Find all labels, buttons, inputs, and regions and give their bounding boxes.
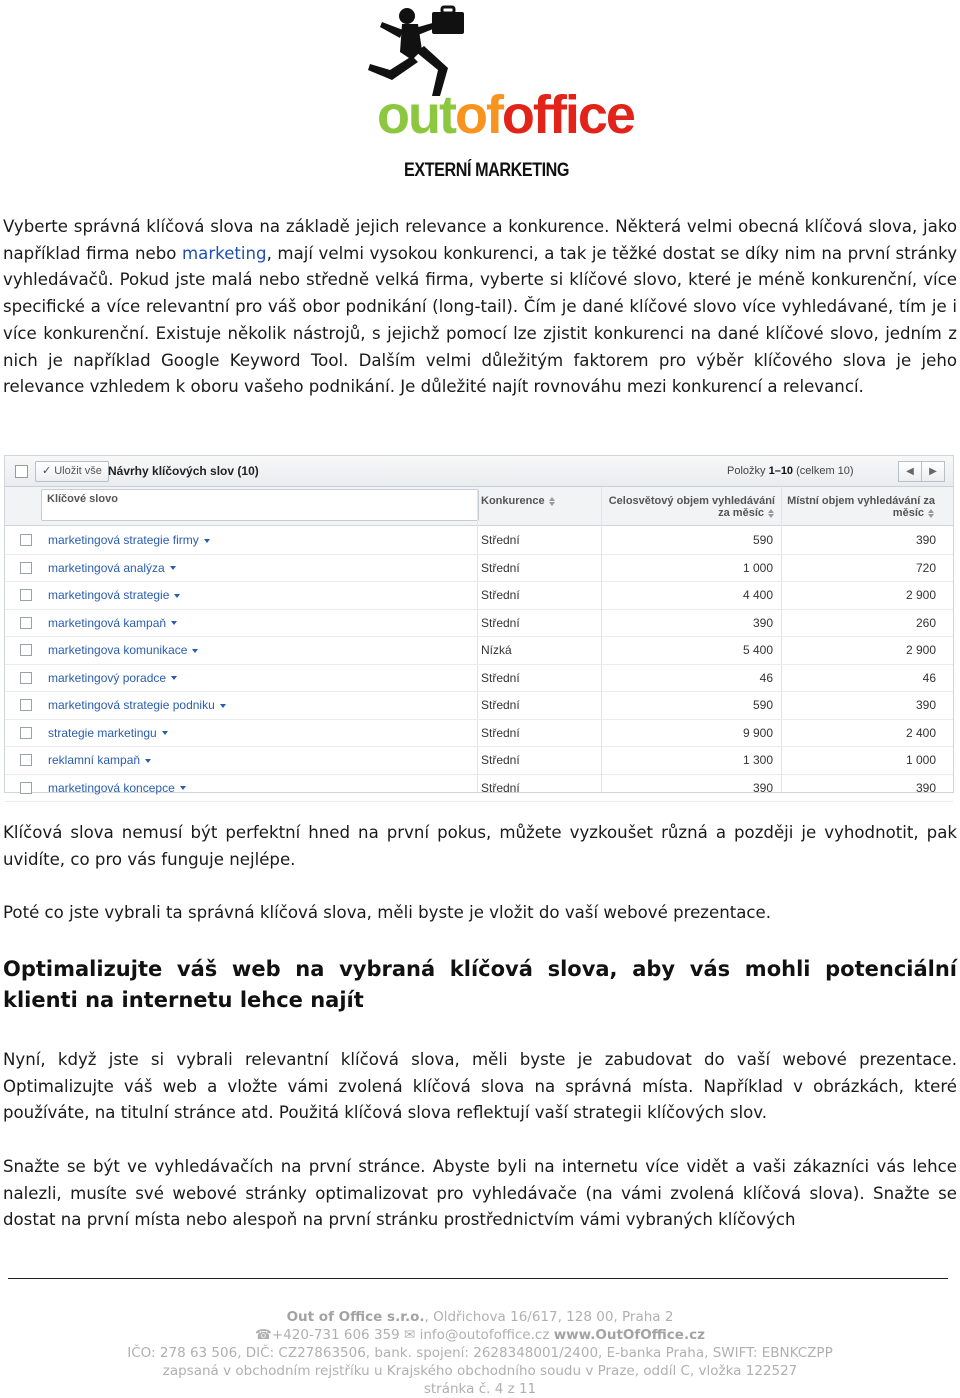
local-volume-cell: 390 [915, 533, 936, 547]
table-row [5, 555, 953, 583]
keyword-link[interactable]: marketingová strategie podniku [48, 698, 226, 712]
global-volume-cell: 46 [759, 670, 773, 685]
save-all-button[interactable]: ✓ Uložit vše [35, 461, 109, 482]
dropdown-caret-icon[interactable] [174, 594, 180, 598]
table-row [5, 747, 953, 775]
logo-subtitle: EXTERNÍ MARKETING [404, 160, 570, 181]
local-volume-cell: 260 [915, 615, 936, 630]
keyword-tool-screenshot [4, 455, 954, 793]
table-row [5, 527, 953, 555]
col-local-volume-header[interactable]: Místní objem vyhledávání za měsíc [787, 495, 935, 519]
col-global-volume-header[interactable]: Celosvětový objem vyhledávání za měsíc [608, 495, 775, 519]
dropdown-caret-icon[interactable] [171, 621, 177, 625]
dropdown-caret-icon[interactable] [204, 539, 210, 543]
row-checkbox[interactable] [20, 782, 32, 794]
paragraph-5: Snažte se být ve vyhledávačích na první stránce. Abyste byli na internetu více vidět a vaši zákazníci vás lehce nalezli, musíte své webové stránky optimalizovat pro vyhledávače (na vámi zvolená klíčová slova). Snažte se dostat na první místa nebo alespoň na první stránku prostřednictvím vámi vybraných klíčových [3, 1157, 957, 1230]
check-icon: ✓ [42, 465, 52, 477]
competition-cell: Střední [481, 533, 520, 547]
global-volume-cell: 1 300 [742, 753, 773, 767]
local-volume-cell: 390 [915, 780, 936, 795]
keyword-link[interactable]: marketingová koncepce [48, 781, 186, 795]
paragraph-3: Poté co jste vybrali ta správná klíčová slova, měli byste je vložit do vaší webové prezentace. [3, 903, 772, 922]
global-volume-cell: 9 900 [742, 725, 773, 740]
footer-divider [8, 1278, 948, 1279]
competition-cell: Střední [481, 725, 520, 740]
keyword-link[interactable]: marketingová kampaň [48, 616, 177, 630]
keyword-link[interactable]: strategie marketingu [48, 726, 168, 740]
keyword-link[interactable]: marketingová strategie [48, 588, 180, 602]
col-keyword-header[interactable]: Klíčové slovo [47, 493, 118, 505]
phone-icon: ☎ [255, 1327, 272, 1343]
local-volume-cell: 390 [915, 698, 936, 712]
select-all-checkbox[interactable] [15, 465, 28, 478]
footer-contact-line: ☎+420-731 606 359 ✉ info@outofoffice.cz www.OutOfOffice.cz [255, 1327, 705, 1343]
footer-company-line: Out of Office s.r.o., Oldřichova 16/617, 128 00, Praha 2 [286, 1309, 674, 1325]
global-volume-cell: 590 [752, 698, 773, 712]
paragraph-4: Nyní, když jste si vybrali relevantní klíčová slova, měli byste je zabudovat do vaší webové prezentace. Optimalizujte váš web a vložte vámi zvolená klíčová slova na správná místa. Například v obrázkách, které používáte, na titulní stránce atd. Použitá klíčová slova reflektují vaší strategii klíčových slov. [3, 1050, 957, 1123]
table-row [5, 637, 953, 665]
competition-cell: Střední [481, 615, 520, 630]
footer-web[interactable]: www.OutOfOffice.cz [553, 1327, 705, 1343]
footer-register-line: zapsaná v obchodním rejstříku u Krajského obchodního soudu v Praze, oddíl C, vložka 122527 [162, 1363, 798, 1379]
table-row [5, 692, 953, 720]
global-volume-cell: 1 000 [742, 560, 773, 575]
row-checkbox[interactable] [20, 617, 32, 629]
page-number: stránka č. 4 z 11 [423, 1381, 537, 1397]
marketing-link[interactable]: marketing [182, 243, 267, 263]
row-checkbox[interactable] [20, 699, 32, 711]
row-checkbox[interactable] [20, 589, 32, 601]
global-volume-cell: 390 [752, 615, 773, 630]
next-page-icon[interactable]: ▶ [921, 461, 945, 482]
row-checkbox[interactable] [20, 644, 32, 656]
col-competition-header[interactable]: Konkurence [481, 495, 556, 507]
keyword-link[interactable]: marketingová analýza [48, 561, 176, 575]
keyword-link[interactable]: marketingova komunikace [48, 643, 198, 657]
sort-icon [549, 497, 556, 506]
table-row [5, 775, 953, 803]
row-checkbox[interactable] [20, 754, 32, 766]
global-volume-cell: 390 [752, 780, 773, 795]
local-volume-cell: 2 900 [905, 588, 936, 602]
row-checkbox[interactable] [20, 672, 32, 684]
company-logo [360, 0, 634, 190]
competition-cell: Nízká [481, 643, 512, 657]
tool-title: Návrhy klíčových slov (10) [108, 464, 259, 478]
competition-cell: Střední [481, 753, 520, 767]
logo-wordmark: outofoffice [377, 85, 634, 145]
dropdown-caret-icon[interactable] [220, 704, 226, 708]
global-volume-cell: 590 [752, 533, 773, 547]
table-row [5, 665, 953, 693]
competition-cell: Střední [481, 560, 520, 575]
dropdown-caret-icon[interactable] [180, 786, 186, 790]
keyword-link[interactable]: reklamní kampaň [48, 753, 151, 767]
footer-email[interactable]: info@outofoffice.cz [419, 1327, 550, 1343]
dropdown-caret-icon[interactable] [145, 759, 151, 763]
dropdown-caret-icon[interactable] [192, 649, 198, 653]
competition-cell: Střední [481, 780, 520, 795]
sort-icon [928, 509, 935, 518]
local-volume-cell: 2 900 [905, 643, 936, 657]
keyword-link[interactable]: marketingová strategie firmy [48, 533, 210, 547]
tool-toolbar [5, 456, 953, 487]
dropdown-caret-icon[interactable] [170, 566, 176, 570]
paragraph-2: Klíčová slova nemusí být perfektní hned na první pokus, můžete vyzkoušet různá a později je vyhodnotit, pak uvidíte, co pro vás funguje nejlépe. [3, 823, 957, 869]
table-row [5, 610, 953, 638]
competition-cell: Střední [481, 698, 520, 712]
keyword-link[interactable]: marketingový poradce [48, 671, 177, 685]
keyword-table-body [5, 527, 953, 802]
pager-buttons [899, 461, 945, 482]
pager-info: Položky 1–10 (celkem 10) [727, 465, 854, 477]
global-volume-cell: 5 400 [742, 643, 773, 657]
local-volume-cell: 1 000 [905, 753, 936, 767]
local-volume-cell: 46 [922, 670, 936, 685]
row-checkbox[interactable] [20, 727, 32, 739]
competition-cell: Střední [481, 670, 520, 685]
row-checkbox[interactable] [20, 562, 32, 574]
footer-ids-line: IČO: 278 63 506, DIČ: CZ27863506, bank. spojení: 2628348001/2400, E-banka Praha, SWIFT: EBNKCZPP [127, 1345, 833, 1361]
table-row [5, 720, 953, 748]
dropdown-caret-icon[interactable] [171, 676, 177, 680]
sort-icon [768, 509, 775, 518]
prev-page-icon[interactable]: ◀ [898, 461, 922, 482]
dropdown-caret-icon[interactable] [162, 731, 168, 735]
local-volume-cell: 2 400 [905, 725, 936, 740]
global-volume-cell: 4 400 [742, 588, 773, 602]
email-icon: ✉ [404, 1327, 416, 1343]
local-volume-cell: 720 [915, 560, 936, 575]
intro-paragraph: Vyberte správná klíčová slova na základě jejich relevance a konkurence. Některá velmi obecná klíčová slova, jako například firma nebo marketing, mají velmi vysokou konkurenci, a tak je těžké dostat se díky nim na první stránky vyhledávačů. Pokud jste malá nebo středně velká firma, vyberte si klíčové slovo, které je méně konkurenční, více specifické a více relevantní pro váš obor podnikání (long-tail). Čím je dané klíčové slovo více vyhledávané, tím je i více konkurenční. Existuje několik nástrojů, s jejichž pomocí lze zjistit konkurenci na dané klíčové slovo, jedním z nich je například Google Keyword Tool. Dalším velmi důležitým faktorem pro výběr klíčového slova je jeho relevance vzhledem k oboru vašeho podnikání. Je důležité najít rovnováhu mezi konkurencí a relevancí. [3, 217, 958, 397]
competition-cell: Střední [481, 588, 520, 602]
table-header [5, 487, 953, 526]
section-heading: Optimalizujte váš web na vybraná klíčová slova, aby vás mohli potenciální klienti na internetu lehce najít [3, 957, 957, 1012]
table-row [5, 582, 953, 610]
row-checkbox[interactable] [20, 534, 32, 546]
